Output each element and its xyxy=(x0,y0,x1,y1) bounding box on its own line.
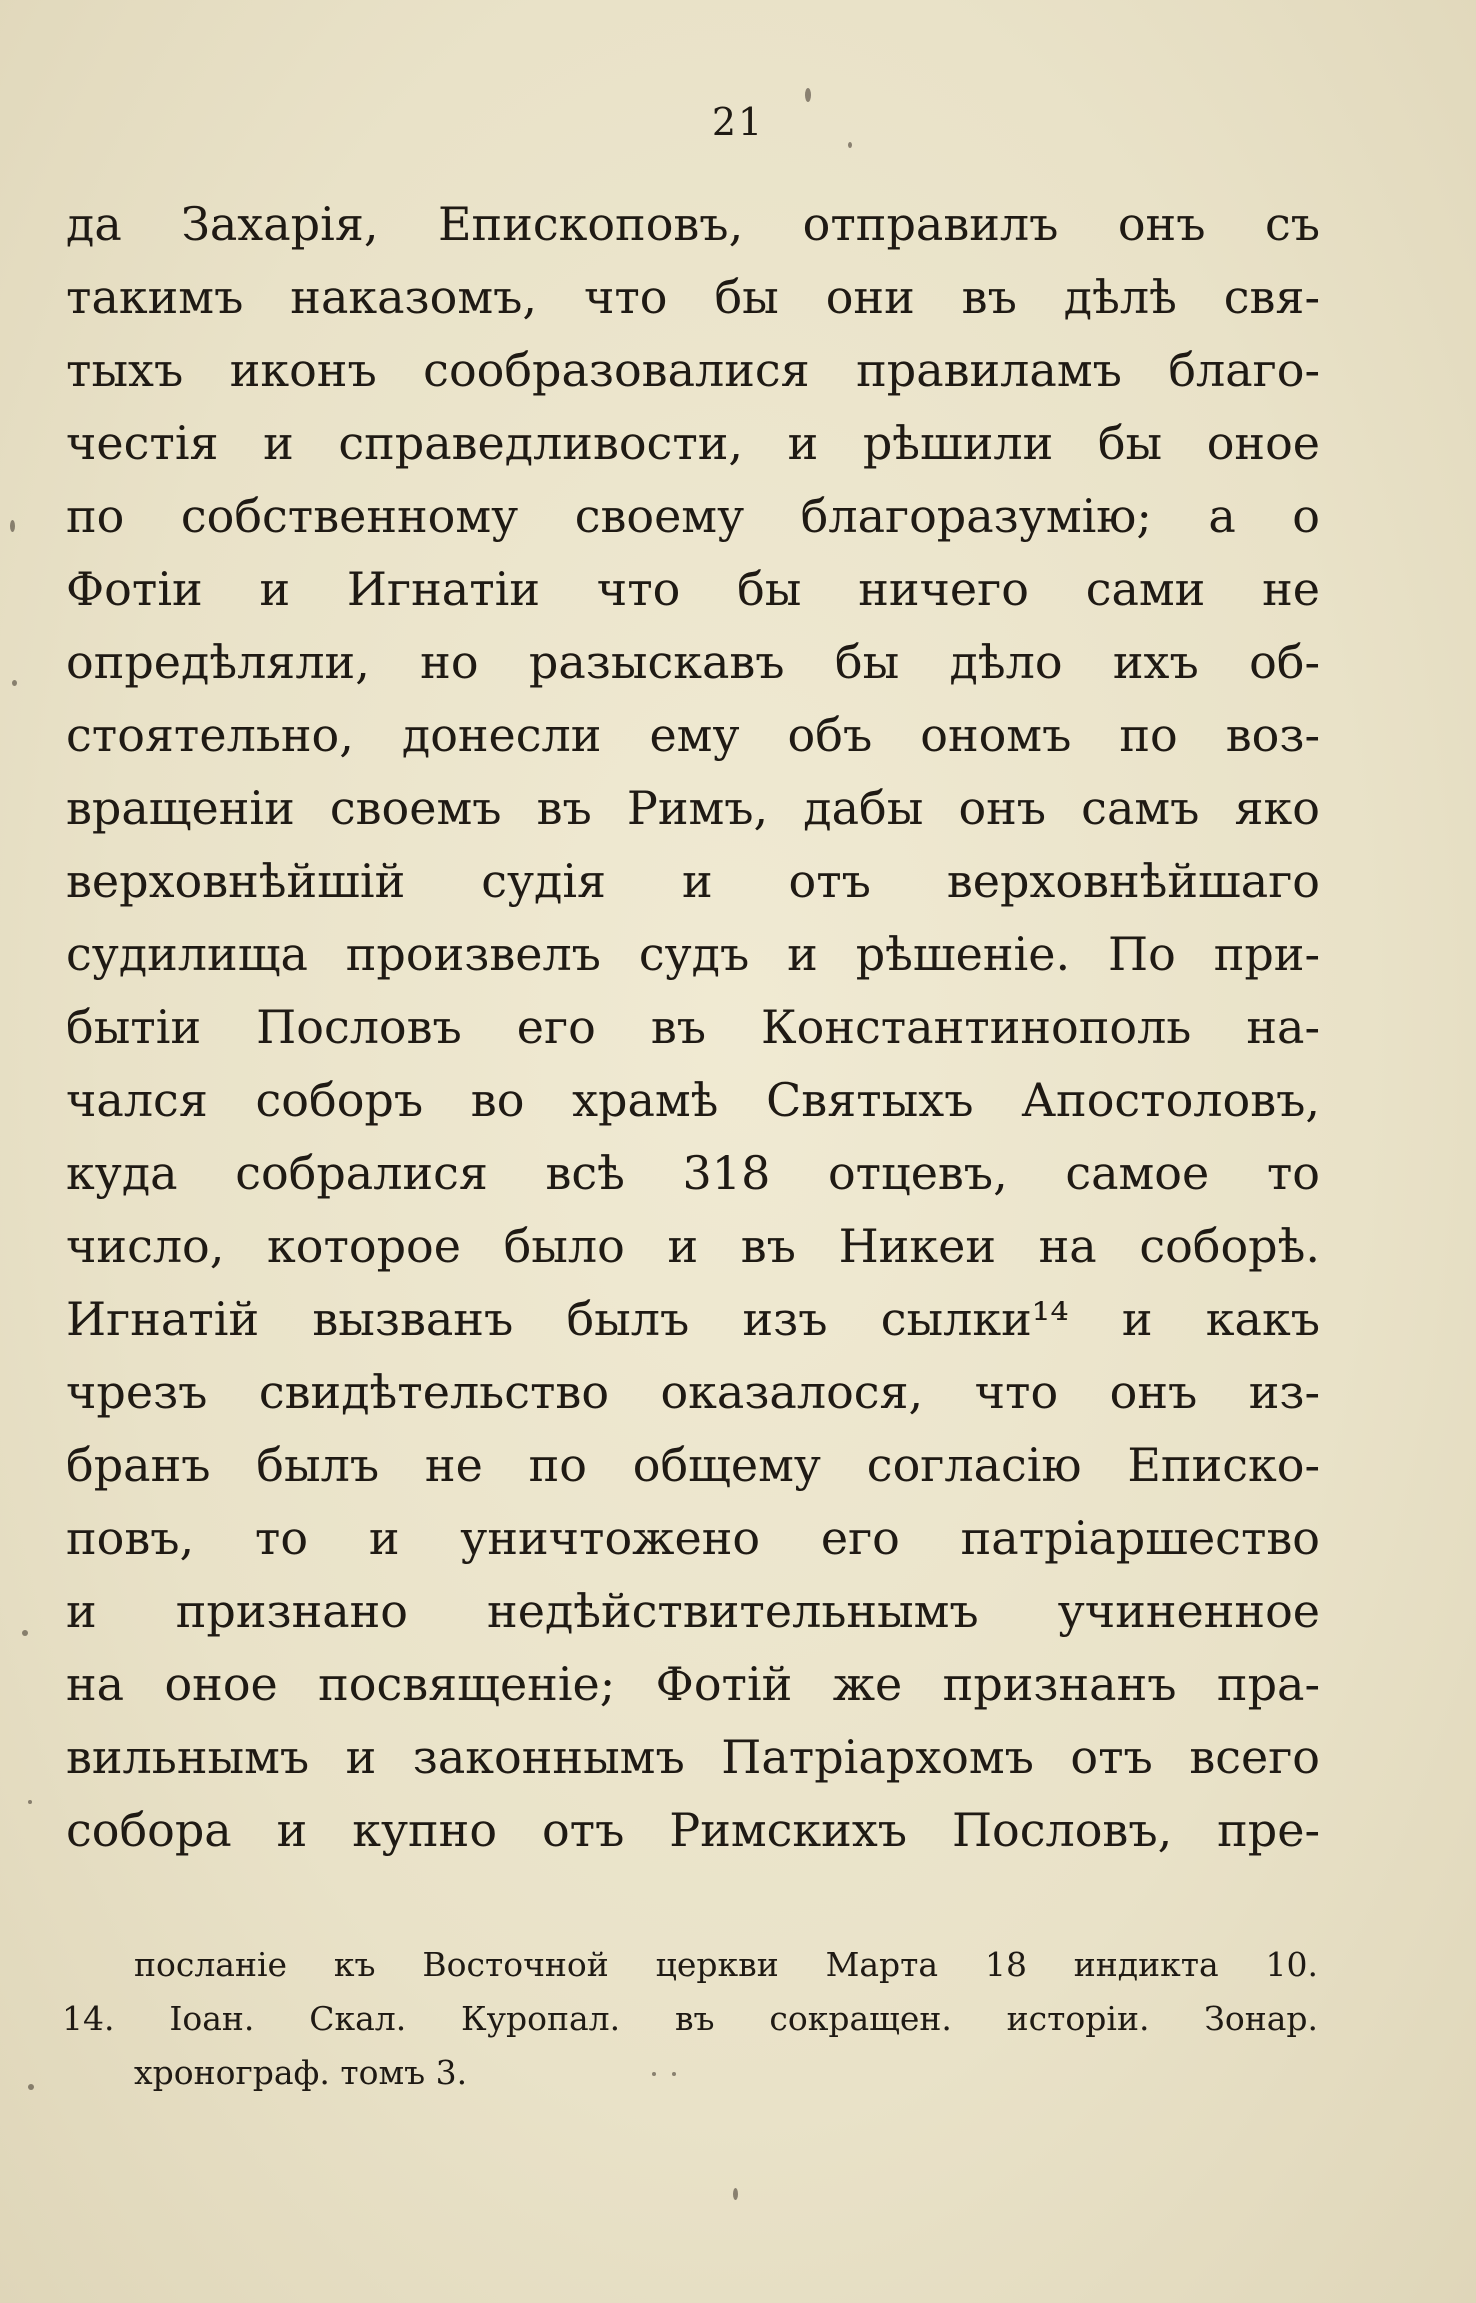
ink-speck xyxy=(12,680,17,686)
text-line: вильнымъ и законнымъ Патріархомъ отъ всего xyxy=(66,1730,1320,1784)
text-line: по собственному своему благоразумію; а о xyxy=(66,489,1320,543)
text-line: Фотіи и Игнатіи что бы ничего сами не xyxy=(66,562,1320,616)
text-line: стоятельно, донесли ему объ ономъ по воз- xyxy=(66,708,1320,762)
text-line: число, которое было и въ Никеи на соборѣ. xyxy=(66,1219,1320,1273)
ink-speck xyxy=(733,2188,738,2200)
text-line: собора и купно отъ Римскихъ Пословъ, пре- xyxy=(66,1803,1320,1857)
ink-speck xyxy=(22,1630,28,1636)
footnote-line: хронограф. томъ 3. xyxy=(134,2053,468,2092)
text-line: Игнатій вызванъ былъ изъ сылки¹⁴ и какъ xyxy=(66,1292,1320,1346)
footnote-line: посланіе къ Восточной церкви Марта 18 индикта 10. xyxy=(134,1945,1318,1984)
text-line: верховнѣйшій судія и отъ верховнѣйшаго xyxy=(66,854,1320,908)
footnote-line: 14. Іоан. Скал. Куропал. въ сокращен. исторіи. Зонар. xyxy=(62,1999,1318,2038)
body-text xyxy=(66,188,1320,1867)
footnotes xyxy=(62,1938,1318,2100)
text-line: да Захарія, Епископовъ, отправилъ онъ съ xyxy=(66,197,1320,251)
text-line: честія и справедливости, и рѣшили бы оное xyxy=(66,416,1320,470)
ink-speck xyxy=(28,2084,34,2090)
ink-speck xyxy=(652,2072,656,2076)
text-line: на оное посвященіе; Фотій же признанъ пра- xyxy=(66,1657,1320,1711)
text-line: опредѣляли, но разыскавъ бы дѣло ихъ об- xyxy=(66,635,1320,689)
text-line: куда собралися всѣ 318 отцевъ, самое то xyxy=(66,1146,1320,1200)
text-line: чался соборъ во храмѣ Святыхъ Апостоловъ, xyxy=(66,1073,1320,1127)
text-line: повъ, то и уничтожено его патріаршество xyxy=(66,1511,1320,1565)
text-line: чрезъ свидѣтельство оказалося, что онъ из- xyxy=(66,1365,1320,1419)
text-line: вращеніи своемъ въ Римъ, дабы онъ самъ яко xyxy=(66,781,1320,835)
ink-speck xyxy=(10,520,15,532)
text-line: и признано недѣйствительнымъ учиненное xyxy=(66,1584,1320,1638)
ink-speck xyxy=(28,1800,32,1804)
text-line: судилища произвелъ судъ и рѣшеніе. По при- xyxy=(66,927,1320,981)
text-line: тыхъ иконъ сообразовалися правиламъ благо- xyxy=(66,343,1320,397)
page-number: 21 xyxy=(711,100,765,144)
ink-speck xyxy=(848,142,852,148)
ink-speck xyxy=(805,88,811,102)
text-line: такимъ наказомъ, что бы они въ дѣлѣ свя- xyxy=(66,270,1320,324)
ink-speck xyxy=(672,2072,676,2076)
text-line: бранъ былъ не по общему согласію Еписко- xyxy=(66,1438,1320,1492)
text-line: бытіи Пословъ его въ Константинополь на- xyxy=(66,1000,1320,1054)
